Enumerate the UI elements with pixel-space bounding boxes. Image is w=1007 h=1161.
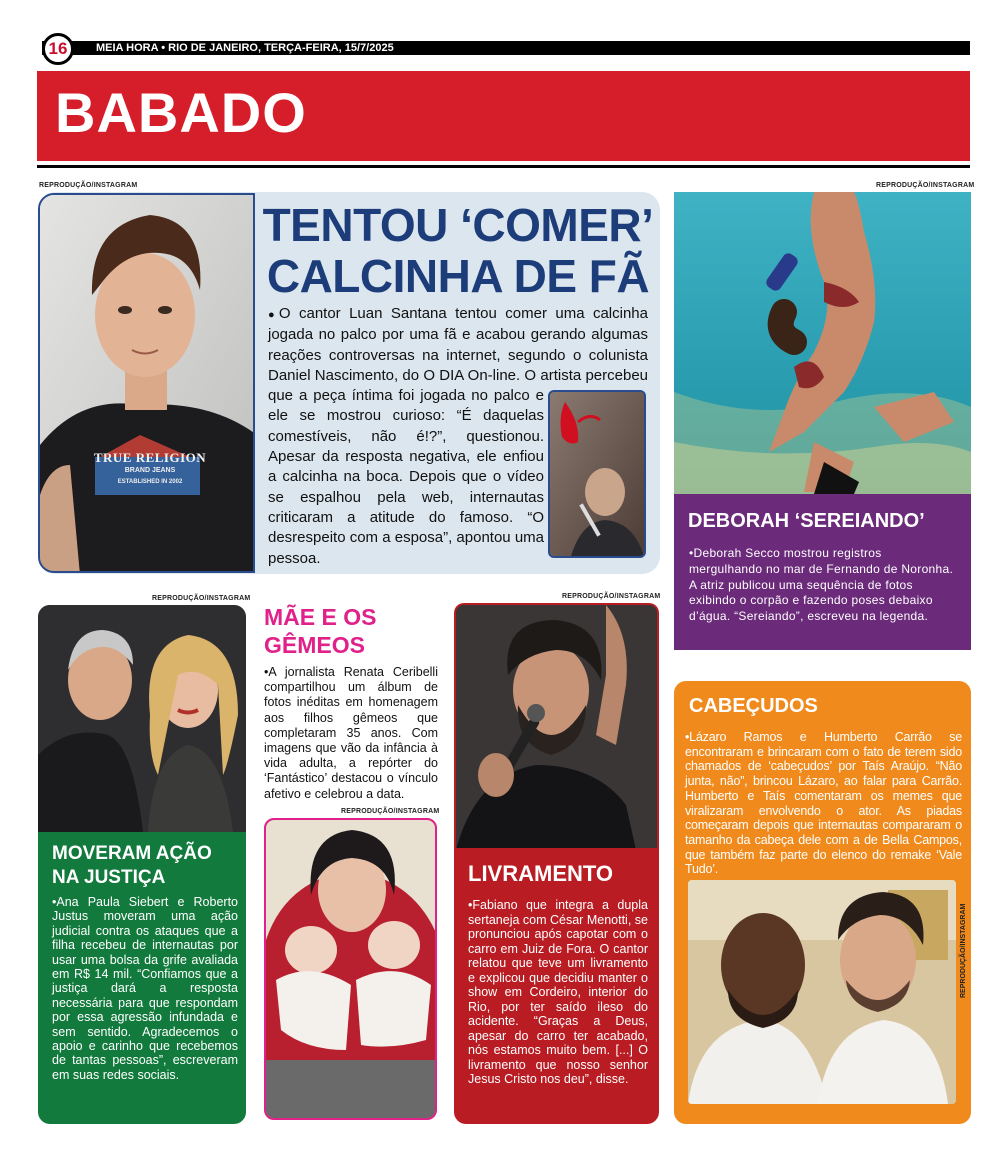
livramento-body: •Fabiano que integra a dupla sertaneja com César Menotti, se pronunciou após capotar com o carro em Juiz de Fora. O cantor relatou que teve um livramento e explicou que decidiu manter o show em Cordeiro, interior do Rio, por ter saído ileso do acidente. “Graças a Deus, apesar do carro ter acabado, nós estamos muito bem. [...] O livramento que nosso senhor Jesus Cristo nos deu”, disse. [468,898,648,1086]
main-story-text: O cantor Luan Santana tentou comer uma calcinha jogada no palco por uma fã e acabou gerando algumas reações controversas na internet, segundo o colunista Daniel Nascimento, do O DIA On-line. O artista percebeu que a peça íntima foi jogada no palco e ele se mostrou curioso: “É daquelas comestíveis, não é!?”, questionou. Apesar da resposta negativa, ele enfiou a calcinha na boca. Depois que o vídeo se espalhou pela web, internautas criticaram a atitude do famoso. “O desrespeito com a esposa”, apontou uma pessoa. [268,305,648,567]
photo-credit-cabecudos-wrap [957,880,971,1000]
photo-credit-mae: REPRODUÇÃO/INSTAGRAM [341,808,440,815]
publication-name: MEIA HORA [96,42,159,54]
cabecudos-body: •Lázaro Ramos e Humberto Carrão se encontraram e brincaram com o fato de terem sido chamados de ‘cabeçudos’ por Taís Araújo. “Não junta, não”, brincou Lázaro, ao falar para Carrão. Humberto e Taís comentaram os memes que viralizaram envolvendo o ator. As piadas começaram depois que internautas compararam o tamanho da cabeça dele com a de Bella Campos, que também faz parte do elenco do remake ‘Vale Tudo’. [685,730,962,877]
livramento-headline: LIVRAMENTO [468,861,614,886]
mae-photo [264,818,437,1120]
main-story-inset-photo [548,390,646,558]
cabecudos-headline: CABEÇUDOS [689,695,818,717]
moveram-headline: MOVERAM AÇÃO NA JUSTIÇA [52,843,212,888]
mae-headline: MÃE E OS GÊMEOS [264,604,377,658]
underwater-diver-image [674,192,971,494]
photo-credit-moveram: REPRODUÇÃO/INSTAGRAM [152,595,251,602]
header-rule [37,165,970,168]
headline-line-1: TENTOU ‘COMER’ [262,199,654,251]
photo-credit-cabecudos: REPRODUÇÃO/INSTAGRAM [960,903,967,998]
mother-twins-image [266,820,437,1120]
dateline-strip [96,41,394,55]
moveram-body: •Ana Paula Siebert e Roberto Justus moveram uma ação judicial contra os ataques que a filha recebeu de internautas por usar uma bolsa da grife avaliada em R$ 14 mil. “Confiamos que a justiça dará a resposta necessária para que respondam por essa agressão infundada e sem sentido. Agradecemos o apoio e carinho que recebemos de tantas pessoas”, escreveram em suas redes sociais. [52,895,238,1082]
shirt-print-3: ESTABLISHED IN 2002 [117,479,183,485]
section-title: BABADO [55,81,307,144]
bullet-icon: ● [268,309,279,321]
dateline: RIO DE JANEIRO, TERÇA-FEIRA, 15/7/2025 [168,42,394,54]
fabiano-singing-image [456,605,659,848]
photo-credit-deborah: REPRODUÇÃO/INSTAGRAM [876,182,975,189]
main-story-photo [38,193,255,573]
lazaro-carrao-selfie-image [688,880,956,1104]
deborah-body: •Deborah Secco mostrou registros mergulhando no mar de Fernando de Noronha. A atriz publicou uma sequência de fotos exibindo o corpão e fazendo poses debaixo d’água. “Sereiando”, escreveu na legenda. [689,546,954,624]
justus-siebert-couple-image [38,605,246,832]
main-story-headline [262,200,654,302]
deborah-photo [674,192,971,494]
shirt-print-1: TRUE RELIGION [93,450,207,465]
mae-body: •A jornalista Renata Ceribelli compartilhou um álbum de fotos inéditas em homenagem aos filhos gêmeos que completaram 35 anos. Com imagens que vão da infância à vida adulta, a repórter do ‘Fantástico’ destacou o vínculo afetivo e celebrou a data. [264,665,438,801]
photo-credit-livramento: REPRODUÇÃO/INSTAGRAM [562,593,661,600]
page-number: 16 [42,33,74,65]
shirt-print-2: BRAND JEANS [124,467,176,474]
luan-santana-portrait [40,195,255,573]
dateline-separator: • [161,42,166,54]
deborah-headline: DEBORAH ‘SEREIANDO’ [688,510,925,532]
concert-still-image [550,392,646,558]
cabecudos-photo [688,880,956,1104]
photo-credit-main: REPRODUÇÃO/INSTAGRAM [39,182,138,189]
headline-line-2: CALCINHA DE FÃ [266,250,650,302]
moveram-photo [38,605,246,832]
livramento-photo [454,603,659,848]
